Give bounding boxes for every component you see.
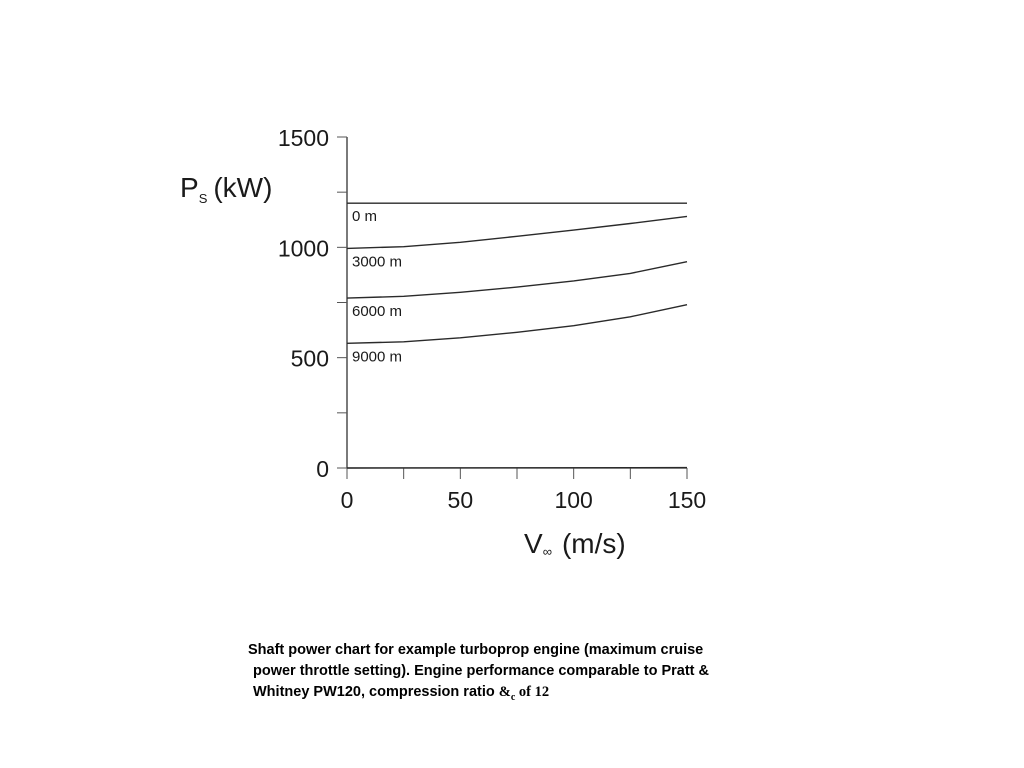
x-tick-label: 0 [340, 487, 354, 513]
compression-ratio-subscript: c [510, 691, 516, 703]
compression-ratio-symbol: & [498, 684, 511, 700]
caption-line-3-text: Whitney PW120, compression ratio [253, 684, 499, 700]
series-label-0-m: 0 m [352, 208, 378, 226]
y-tick-label: 500 [290, 345, 329, 372]
y-tick-label: 0 [316, 456, 329, 482]
series-label-3000-m: 3000 m [352, 253, 403, 271]
x-tick-label: 50 [447, 487, 474, 513]
caption-line-1: Shaft power chart for example turboprop engine (maximum cruise [248, 642, 704, 658]
caption-line-3-end: of 12 [515, 684, 550, 700]
chart-series-lines [347, 203, 687, 468]
x-tick-label: 100 [554, 487, 593, 513]
figure-caption [248, 640, 808, 708]
x-tick-label: 150 [667, 487, 707, 513]
chart-tick-labels [278, 125, 706, 513]
caption-line-2: power throttle setting). Engine performance comparable to Pratt & [253, 663, 710, 679]
y-tick-label: 1500 [277, 125, 329, 151]
y-axis-title: $P_S$ (kW) [180, 172, 273, 206]
series-label-6000-m: 6000 m [352, 303, 403, 321]
series-line-3000-m [347, 216, 687, 248]
x-axis-title: V∞ (m/s) [524, 528, 626, 559]
series-label-9000-m: 9000 m [352, 348, 403, 366]
y-tick-label: 1000 [277, 235, 329, 262]
caption-line-3 [248, 682, 808, 708]
